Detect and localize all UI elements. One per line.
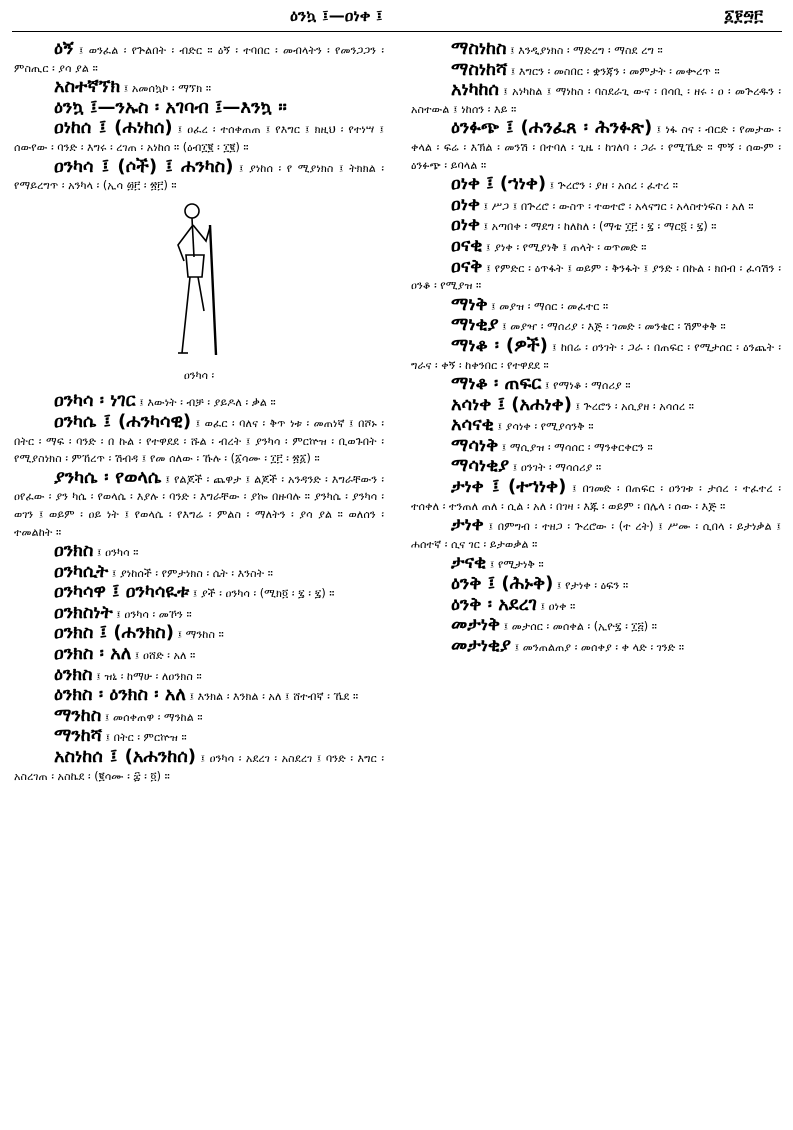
definition-text: ፤ ወንፈል ፡ የጕልበት ፡ ብድር ። ዕኝ ፡ ተባበር ፡ መብላትን ፡ የመንጋጋን ፡ ምስጢር ፡ ያሳ ያል ። (14, 44, 385, 75)
definition-text: ፤ ዐንገት ፡ ማሳሰሪያ ። (512, 461, 602, 475)
dictionary-entry (411, 575, 781, 595)
dictionary-entry (14, 601, 384, 624)
definition-text: ፤ መሰቀጠዋ ፡ ማንከል ። (104, 710, 203, 724)
headword: ዐንካሳዋ ፤ ዐንካሳዪቱ (54, 581, 190, 603)
dictionary-entry (411, 416, 781, 436)
dictionary-entry (14, 748, 384, 785)
dictionary-entry (14, 40, 384, 77)
definition-text: ፤ በትር ፡ ምርኵዝ ። (105, 731, 187, 745)
headword: ዕንፉጭ ፤ (ሐንፈጸ ፡ ሕንፉጽ) (451, 117, 653, 139)
headword: መታነቅ (451, 614, 500, 636)
definition-text: ፤ ማሲያዝ ፡ ማሳሰር ፡ ማንቀርቀርን ። (501, 440, 653, 454)
headword: ያንካሴ ፡ የወላሴ (54, 466, 162, 488)
definition-text: ፤ አነካከል ፤ ማነከስ ፡ ባስደራጊ ውና ፡ በሳቢ ፡ ዘሩ ፡ ዐ ፡ መጕረዱን ፡ አስተውል ፤ ነከሰን ፡ እይ ። (411, 85, 781, 116)
dictionary-entry (411, 293, 781, 316)
headword: ማስነከሻ (451, 58, 508, 80)
dictionary-entry (411, 554, 781, 574)
definition-text: ፤ መያዣ ፡ ማሰሪያ ፡ እጅ ፡ ገመድ ፡ መንቄር ፡ ሽምቀቅ ። (502, 320, 726, 334)
dictionary-entry (411, 216, 781, 236)
headword: አስተኛኘክ (54, 76, 121, 98)
headword: ማሳነቅ (451, 434, 499, 456)
dictionary-entry (14, 645, 384, 665)
dictionary-entry (411, 457, 781, 477)
definition-text: ፤ መያዝ ፡ ማሰር ፡ መፈተር ። (491, 299, 609, 313)
headword: አስነከሰ ፤ (አሐንከሰ) (54, 746, 196, 768)
dictionary-entry (411, 316, 781, 336)
right-column (411, 40, 781, 657)
headword: ዕንኳ ፤—ንኡስ ፡ አገባብ ፤—እንኳ ። (54, 96, 287, 118)
headword: ታናቂ (451, 552, 487, 574)
definition-text: ፤ ያች ፡ ዐንካሳ ፡ (ሚክ፬ ፡ ፯ ፡ ፯) ። (192, 587, 335, 601)
headword: ማስነከስ (451, 38, 507, 59)
dictionary-entry (411, 81, 781, 118)
headword: ዐንክስነት (54, 601, 113, 623)
dictionary-entry (14, 96, 384, 119)
headword: ማነቅ (451, 293, 488, 315)
figure-caption: ዐንካሳ ፡ (183, 368, 215, 382)
dictionary-entry (14, 392, 384, 412)
dictionary-entry (14, 155, 384, 195)
headword: ታነቀ (451, 514, 484, 536)
definition-text: ፤ ከበሬ ፡ ዐንገት ፡ ጋራ ፡ በጠፍር ፡ የሚታሰር ፡ ዕንጨት ፡ ግራና ፡ ቀኝ ፡ ከቀንበር ፡ የተዋደደ ። (411, 340, 782, 372)
definition-text: ፤ መታሰር ፡ መሰቀል ፡ (ኢዮ፯ ፡ ፲፭) ። (503, 620, 657, 634)
headword: ዐንካሳ ፡ ነገር (54, 390, 136, 412)
headword: ዕኝ (54, 38, 74, 59)
definition-text: ፤ ጕረሮን ፡ ያዘ ፡ አሰረ ፡ ፈተረ ። (549, 179, 678, 193)
definition-text: ፤ ዐሸድ ፡ አለ ። (134, 649, 196, 663)
definition-text: ፤ የማነቆ ፡ ማሰሪያ ። (544, 379, 631, 393)
dictionary-entry (411, 255, 781, 295)
definition-text: ፤ እንዲያነክስ ፡ ማድረግ ፡ ማስደ ረግ ። (510, 44, 663, 57)
dictionary-entry (14, 624, 384, 644)
dictionary-entry (14, 78, 384, 98)
dictionary-entry (411, 634, 781, 657)
headword: አሳናቂ (451, 414, 494, 436)
headword: ዐነቀ (451, 193, 480, 215)
headword: ዐንካሳ ፤ (ሶች) ፤ ሐንካስ) (54, 155, 234, 177)
headword: ዐንክስ ፡ አለ (54, 643, 132, 665)
headword: መታነቂያ (451, 634, 512, 656)
definition-text: ፤ የምድር ፡ ዕጥፋት ፤ ወይም ፡ ቅንፋት ፤ ያንድ ፡ በኩል ፡ ክበብ ፡ ፈሳሽን ፡ ዐንቆ ፡ የሚያዝ ። (411, 261, 781, 293)
definition-text: ፤ ያነከሰች ፡ የምታነክስ ፡ ሴት ፡ እንስት ። (111, 566, 273, 580)
definition-text: ፤ ዐፈረ ፡ ተሰቀጠጠ ፤ የእግር ፤ ክዚህ ፡ የተነሣ ፤ ሰውየው ፡ ባንድ ፡ እግሩ ፡ ረገጠ ፡ አነከሰ ። (ዕብ፲፪ ፡ ፲፪) ። (14, 123, 384, 154)
dictionary-entry (411, 375, 781, 395)
definition-text: ፤ አጣበቀ ፡ ማደግ ፡ ከለከለ ፡ (ማቴ ፲፫ ፡ ፯ ፡ ማር፬ ፡ ፯) ። (483, 220, 717, 234)
page-header (0, 4, 793, 30)
headword: ዕንክስ ፡ ዕንክስ ፡ አለ (54, 684, 186, 706)
definition-text: ፤ ያነከሰ ፡ የ ሚያነክስ ፤ ትክክል ፡ የማይረግጥ ፡ አንካላ ፡ (ኢሳ ፴፫ ፡ ፳፫) ። (14, 161, 384, 193)
man-with-crutch-illustration (164, 197, 224, 357)
dictionary-entry (14, 410, 384, 468)
dictionary-entry (411, 593, 781, 616)
dictionary-entry (411, 334, 782, 374)
headword: ማንከስ (54, 704, 102, 726)
dictionary-entry (411, 393, 781, 416)
headword: ዐነቀ (451, 214, 480, 236)
dictionary-entry (14, 542, 384, 562)
definition-text: ፤ በገመድ ፡ በጠፍር ፡ ዐንገቱ ፡ ታሰረ ፡ ተፈተረ ፡ ተሰቀለ ፡ ተንጠለ ጠለ ፡ ሲል ፡ አለ ፡ በገዛ ፡ እጁ ፡ ወይም ፡ በሌላ ፡ ሰው ፡ እጅ ። (411, 482, 781, 513)
headword: ታነቀ ፤ (ተኀነቀ) (451, 476, 567, 498)
definition-text: ፤ መንጠልጠያ ፡ መሰቀያ ፡ ቀ ላድ ፡ ገንድ ። (514, 640, 685, 654)
dictionary-entry (14, 686, 384, 706)
definition-text: ፤ ዝኒ ፡ ከማሁ ፡ ለዐንክስ ። (96, 669, 202, 683)
headword: ዕንቅ ፡ አደረገ (451, 593, 537, 615)
definition-text: ፤ በምግብ ፡ ተዘጋ ፡ ጕረሮው ፡ (ተ ረት) ፤ ሥሙ ፡ ሲበላ ፡ ይታነቃል ፤ ሐሰተኛ ፡ ሲና ገር ፡ ይታወቃል ። (411, 520, 781, 551)
definition-text: ፤ ያሳነቀ ፡ የሚያሳንቅ ። (497, 420, 594, 434)
definition-text: ፤ ጕረሮን ፡ አሲያዘ ፡ አሳሰረ ። (575, 399, 694, 413)
dictionary-entry (411, 434, 781, 457)
dictionary-entry (411, 516, 781, 553)
headword: ዐናቅ (451, 255, 483, 277)
definition-text: ፤ ዐንካሳ ፡ መኾን ። (116, 607, 192, 621)
dictionary-entry (411, 119, 781, 174)
dictionary-entry (411, 193, 781, 216)
definition-text: ፤ እግርን ፡ መስበር ፡ ቋንጃን ፡ መምታት ፡ መቍረጥ ። (510, 64, 720, 78)
definition-text: ፤ ዐንካሳ ፡ አደረገ ፡ አስደረገ ፤ ባንድ ፡ እግር ፡ አስረገጠ ፡ አስኬደ ፡ (፪ሳሙ ፡ ፰ ፡ ፬) ። (14, 752, 384, 783)
dictionary-entry (411, 234, 781, 257)
left-column (14, 40, 384, 786)
header-rule (12, 31, 782, 32)
definition-text: ፤ ዐነቀ ። (540, 599, 576, 613)
definition-text: ፤ ሥጋ ፤ በጕረሮ ፡ ውስጥ ፡ ተወተሮ ፡ አላናግር ፡ አላስተነፍስ ፡ አለ ። (483, 199, 754, 213)
headword: ዐንካሴ ፤ (ሐንካሳዊ) (54, 410, 192, 432)
dictionary-entry (411, 478, 781, 515)
headword: አነካከሰ (451, 79, 499, 101)
definition-text: ፤ ማንከስ ። (177, 628, 224, 642)
definition-text: ፤ አመሰኳኮ ፡ ማኘክ ። (123, 82, 212, 96)
definition-text: ፤ ዐንካሳ ። (96, 546, 139, 560)
running-head: ዕንኳ ፤—ዐነቀ ፤ (290, 6, 383, 25)
definition-text: ፤ እውነት ፡ ብቻ ፡ ያይዶለ ፡ ቃል ። (139, 396, 276, 410)
definition-text: ፤ ወፈር ፡ ባለና ፡ ቅጥ ነቱ ፡ መጠነኛ ፤ በሾኑ ፡ በትር ፡ ማፍ ፡ ባንድ ፡ በ ኩል ፡ የተዋደደ ፡ ሹል ፡ ብረት ፤ ያንካሳ ፡ ምርኵዝ ፡ ቢወጉበት ፡ የሚያስነክስ ፡ ምኸረጥ ፡ ሽብዳ ፤ የመ ሰለው ፡ ኹሉ ፡ (፩ሳሙ ፡ ፲፫ ፡ ፳፩) ። (14, 416, 384, 466)
figure (14, 197, 384, 367)
dictionary-entry (14, 466, 385, 541)
definition-text: ፤ የሚታነቅ ። (489, 558, 544, 572)
headword: ዐንክስ (54, 540, 94, 562)
dictionary-entry (14, 560, 384, 583)
definition-text: ፤ ነፋ ስና ፡ ብርድ ፡ የመታው ፡ ቀላል ፡ ፍሬ ፡ እኽል ፡ መንሽ ፡ በተባለ ፡ ጊዜ ፡ ከገለባ ፡ ጋራ ፡ የሚኼድ ። ሞኝ ፡ ሰውም ፡ ዕንፉጭ ፡ ይባላል ። (411, 123, 781, 172)
headword: ዕንቅ ፤ (ሕኑቅ) (451, 573, 554, 595)
definition-text: ፤ የታነቀ ፡ ዕፍን ። (556, 579, 629, 593)
headword: ዕንክስ (54, 663, 93, 685)
headword: ዐነቀ ፤ (ኀነቀ) (451, 173, 547, 195)
dictionary-entry (14, 583, 384, 603)
dictionary-entry (14, 727, 384, 747)
dictionary-entry (14, 663, 384, 686)
dictionary-entry (411, 58, 781, 81)
headword: ማነቆ ፡ (ዎች) (451, 334, 548, 356)
page-number: ፩፻፵፫ (724, 6, 763, 25)
definition-text: ፤ እንክል ፡ እንክል ፡ አለ ፤ ሸተብኛ ፡ ኼደ ። (189, 690, 359, 704)
dictionary-entry (411, 616, 781, 636)
headword: ማንከሻ (54, 725, 102, 747)
headword: ማነቆ ፡ ጠፍር (451, 373, 542, 395)
headword: ዐናቂ (451, 234, 483, 256)
headword: ማነቂያ (451, 314, 499, 336)
dictionary-entry (411, 40, 781, 60)
definition-text: ፤ ያነቀ ፡ የሚያነቅ ፤ ጠላት ፡ ወጥመድ ። (486, 240, 647, 254)
dictionary-entry (14, 704, 384, 727)
definition-text: ፤ የልጆች ፡ ጨዋታ ፤ ልጆች ፡ አንዳንድ ፡ እግራቸውን ፡ ዐየፈው ፡ ያን ካሴ ፡ የወላሴ ፡ እያሉ ፡ ባንድ ፡ እግራቸው ፡ ያኰ በዙባሉ ። ያንካሴ ፡ ያንካሳ ፡ ወገን ፤ ወይም ፡ ዐይ ነት ፤ የወላሴ ፡ የእግሬ ፡ ምልስ ፡ ማለትን ፡ ያሳ ያል ። ወለሰን ፡ ተመልከት ። (14, 472, 385, 539)
dictionary-entry (411, 175, 781, 195)
dictionary-entry (14, 119, 384, 156)
headword: ማሳነቂያ (451, 455, 510, 477)
headword: አሳነቀ ፤ (አሐነቀ) (451, 393, 572, 415)
headword: ዐነከሰ ፤ (ሐነከሰ) (54, 117, 173, 139)
headword: ዐንካሲት (54, 560, 109, 582)
headword: ዐንክስ ፤ (ሐንክስ) (54, 622, 174, 644)
